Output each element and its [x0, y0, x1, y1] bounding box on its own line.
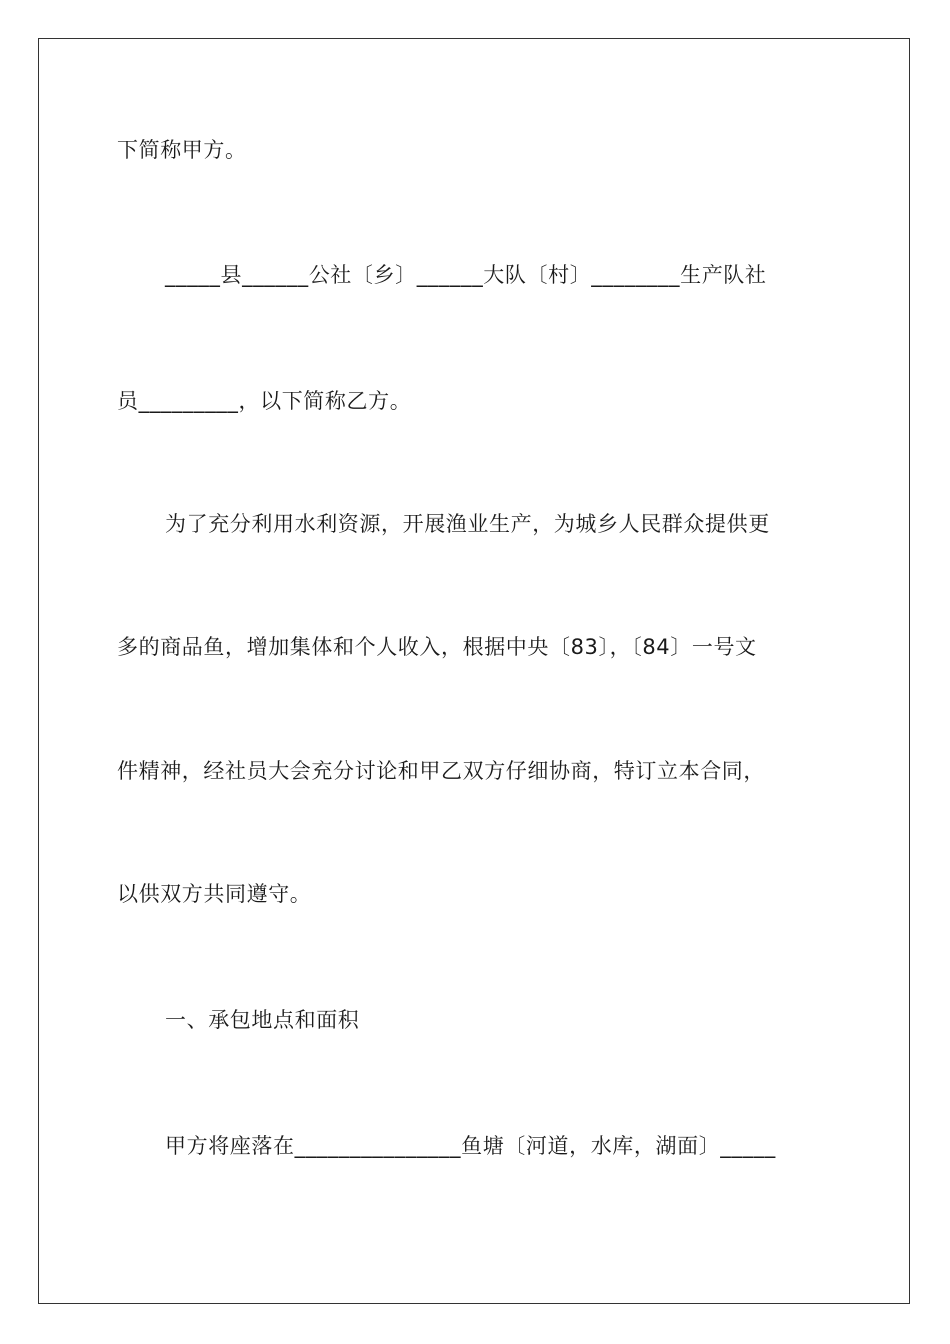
- page-border: [38, 38, 910, 1304]
- text-line-3: 员_________，以下简称乙方。: [117, 389, 412, 413]
- text-line-5: 多的商品鱼，增加集体和个人收入，根据中央〔83〕，〔84〕一号文: [117, 635, 757, 659]
- text-line-2: _____县______公社〔乡〕______大队〔村〕________生产队社: [165, 263, 767, 287]
- text-line-1: 下简称甲方。: [117, 138, 247, 162]
- text-line-7: 以供双方共同遵守。: [117, 882, 312, 906]
- text-line-4: 为了充分利用水利资源，开展渔业生产，为城乡人民群众提供更: [165, 512, 770, 536]
- section-heading: 一、承包地点和面积: [165, 1008, 360, 1032]
- text-line-9: 甲方将座落在_______________鱼塘〔河道，水库，湖面〕_____: [165, 1134, 776, 1158]
- text-line-6: 件精神，经社员大会充分讨论和甲乙双方仔细协商，特订立本合同，: [117, 759, 765, 783]
